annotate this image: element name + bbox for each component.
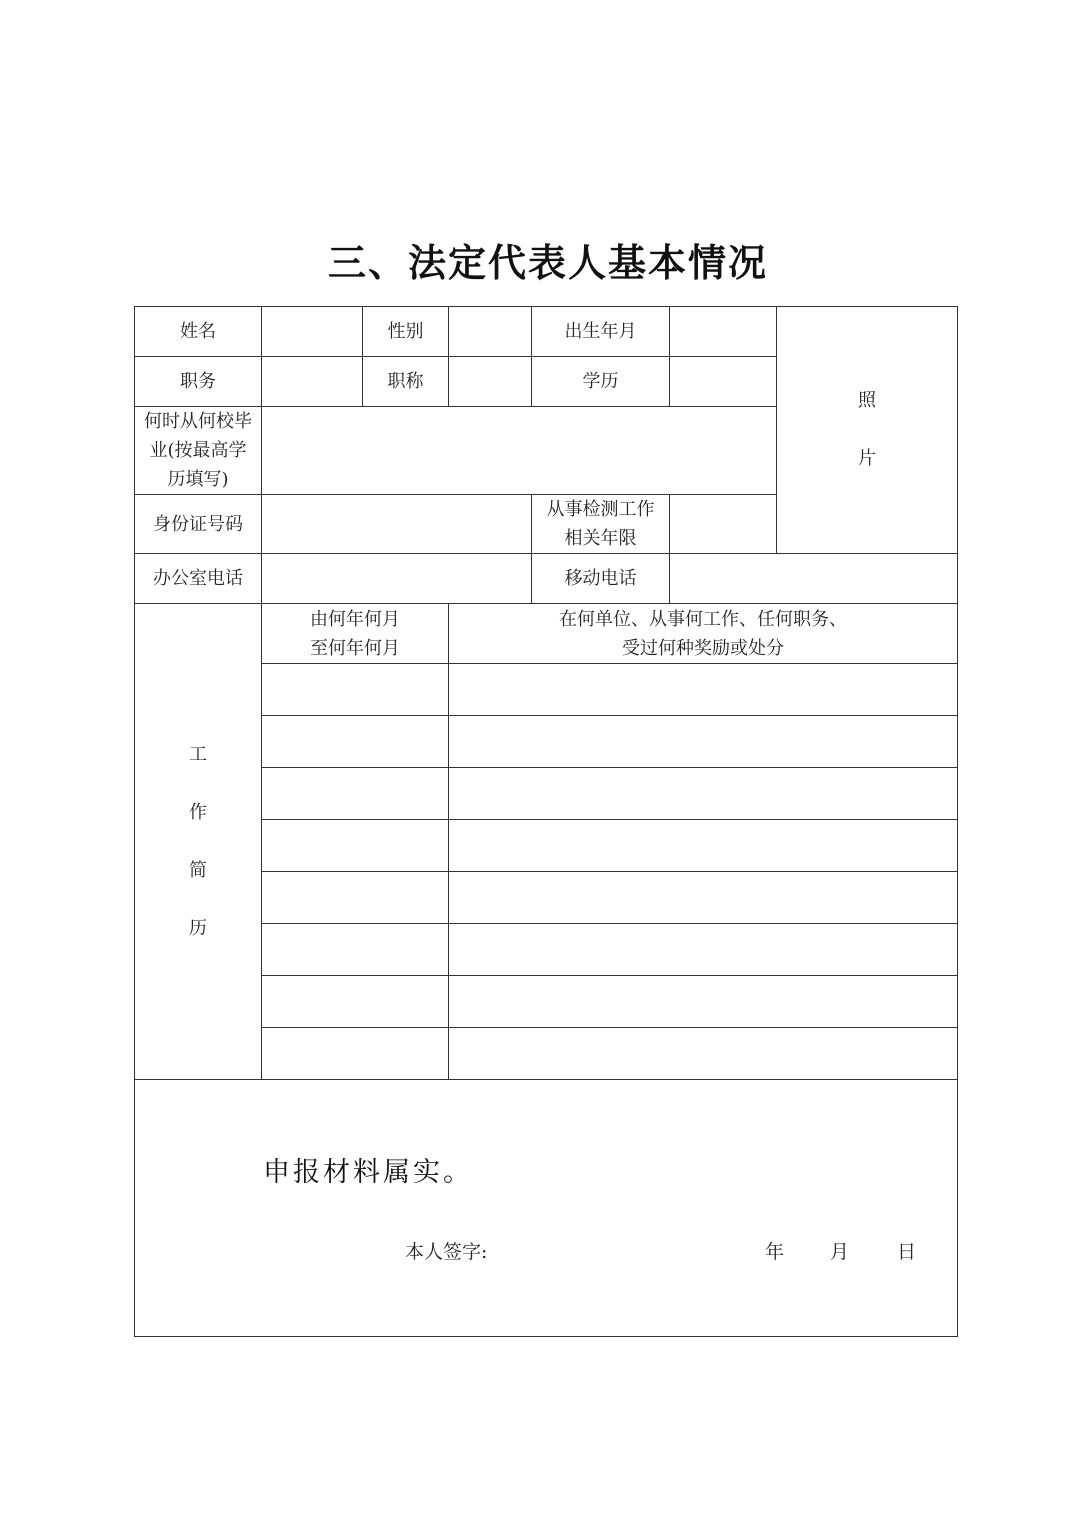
period-cell[interactable] xyxy=(262,976,449,1028)
detail-cell[interactable] xyxy=(449,716,958,768)
work-years-field[interactable] xyxy=(670,495,777,554)
detail-cell[interactable] xyxy=(449,664,958,716)
position-label: 职务 xyxy=(135,357,262,407)
birth-date-label: 出生年月 xyxy=(532,307,670,357)
period-header: 由何年何月 至何年何月 xyxy=(262,604,449,664)
gender-field[interactable] xyxy=(449,307,532,357)
office-phone-label: 办公室电话 xyxy=(135,554,262,604)
detail-cell[interactable] xyxy=(449,1028,958,1080)
photo-char: 照 xyxy=(858,390,876,411)
education-field[interactable] xyxy=(670,357,777,407)
detail-cell[interactable] xyxy=(449,872,958,924)
id-number-field[interactable] xyxy=(262,495,532,554)
work-years-label: 从事检测工作 相关年限 xyxy=(532,495,670,554)
photo-char: 片 xyxy=(858,448,876,469)
detail-cell[interactable] xyxy=(449,820,958,872)
detail-header: 在何单位、从事何工作、任何职务、 受过何种奖励或处分 xyxy=(449,604,958,664)
position-field[interactable] xyxy=(262,357,363,407)
period-cell[interactable] xyxy=(262,1028,449,1080)
work-history-char: 历 xyxy=(189,917,207,939)
detail-cell[interactable] xyxy=(449,924,958,976)
date-day-label: 日 xyxy=(897,1241,917,1263)
mobile-phone-label: 移动电话 xyxy=(532,554,670,604)
period-cell[interactable] xyxy=(262,768,449,820)
professional-title-field[interactable] xyxy=(449,357,532,407)
id-number-label: 身份证号码 xyxy=(135,495,262,554)
period-cell[interactable] xyxy=(262,820,449,872)
work-history-char: 简 xyxy=(189,859,207,881)
work-history-label xyxy=(135,604,262,1080)
declaration-statement: 申报材料属实。 xyxy=(263,1157,473,1188)
gender-label: 性别 xyxy=(363,307,449,357)
period-cell[interactable] xyxy=(262,872,449,924)
declaration-box xyxy=(135,1080,958,1337)
birth-date-field[interactable] xyxy=(670,307,777,357)
graduation-field[interactable] xyxy=(262,407,777,495)
period-cell[interactable] xyxy=(262,924,449,976)
graduation-label: 何时从何校毕 业(按最高学 历填写) xyxy=(135,407,262,495)
page-title: 三、法定代表人基本情况 xyxy=(327,241,768,285)
name-label: 姓名 xyxy=(135,307,262,357)
photo-box[interactable] xyxy=(777,307,958,554)
date-year-label: 年 xyxy=(765,1241,785,1263)
work-history-char: 作 xyxy=(189,801,207,823)
mobile-phone-field[interactable] xyxy=(670,554,958,604)
professional-title-label: 职称 xyxy=(363,357,449,407)
detail-cell[interactable] xyxy=(449,976,958,1028)
education-label: 学历 xyxy=(532,357,670,407)
name-field[interactable] xyxy=(262,307,363,357)
work-history-char: 工 xyxy=(189,743,207,765)
period-cell[interactable] xyxy=(262,664,449,716)
legal-representative-form xyxy=(134,306,958,1337)
period-cell[interactable] xyxy=(262,716,449,768)
detail-cell[interactable] xyxy=(449,768,958,820)
date-month-label: 月 xyxy=(830,1241,850,1263)
office-phone-field[interactable] xyxy=(262,554,532,604)
signature-label: 本人签字: xyxy=(405,1241,488,1263)
